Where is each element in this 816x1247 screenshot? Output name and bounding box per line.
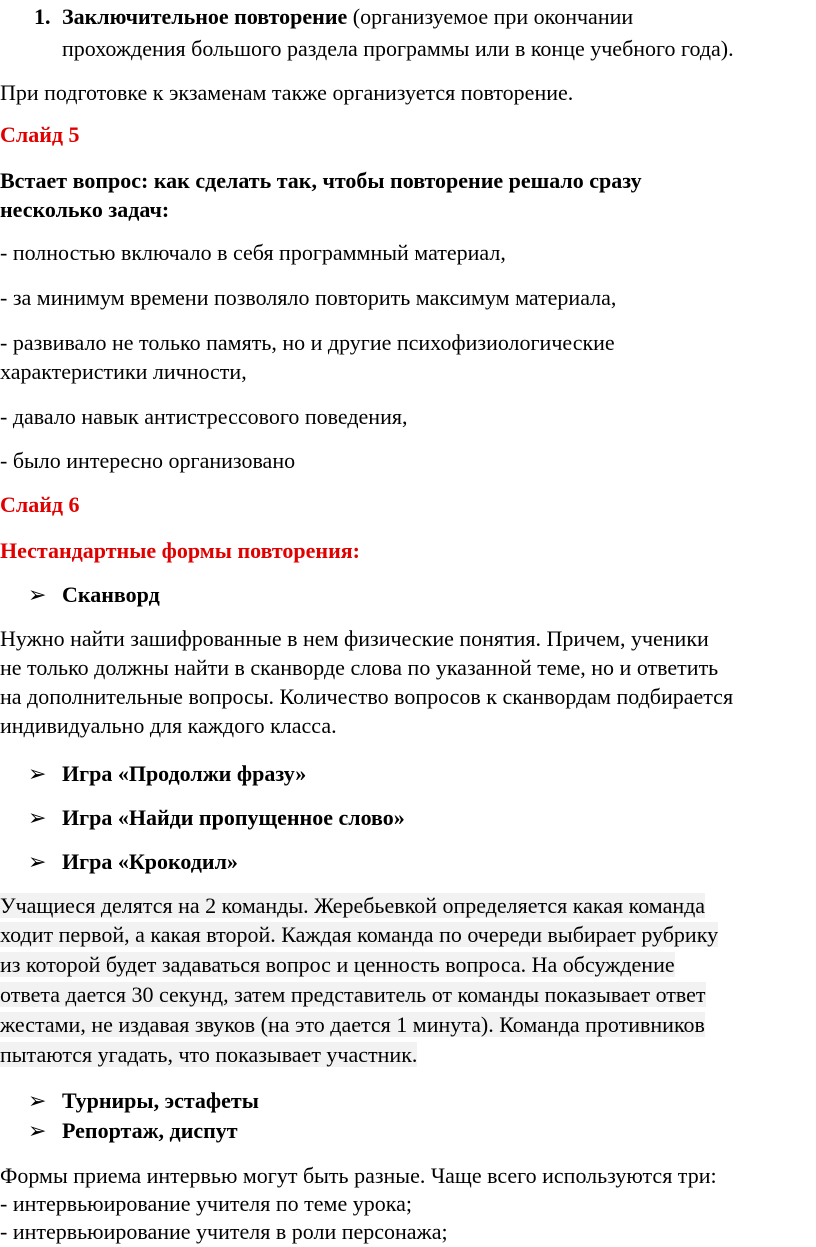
slide-6-heading: Слайд 6 (0, 492, 80, 517)
crocodile-text-line (0, 1010, 816, 1040)
item-rest: (организуемое при окончании (347, 4, 634, 29)
highlighted-text: жестами, не издавая звуков (на это дается 1 минута). Команда противников (0, 1012, 705, 1037)
bullet-label: Репортаж, диспут (62, 1118, 238, 1143)
bullet-arrow-icon: ➢ (28, 1118, 47, 1143)
paragraph-exam: При подготовке к экзаменам также организуется повторение. (0, 80, 574, 105)
forms-heading: Нестандартные формы повторения: (0, 538, 361, 563)
scanword-text-line: индивидуально для каждого класса. (0, 713, 337, 738)
scanword-text-line: не только должны найти в сканворде слова по указанной теме, но и ответить (0, 655, 719, 680)
interview-text-line: - интервьюирование учителя в роли персонажа; (0, 1219, 448, 1244)
bullet-arrow-icon: ➢ (28, 849, 47, 874)
highlighted-text: из которой будет задаваться вопрос и ценность вопроса. На обсуждение (0, 952, 675, 977)
crocodile-text-line (0, 920, 816, 950)
task-line: - полностью включало в себя программный материал, (0, 240, 506, 265)
crocodile-text-line (0, 1040, 816, 1070)
bullet-label: Игра «Найди пропущенное слово» (62, 805, 405, 830)
task-line: - было интересно организовано (0, 448, 296, 473)
item-number: 1. (34, 4, 51, 29)
scanword-text-line: Нужно найти зашифрованные в нем физические понятия. Причем, ученики (0, 626, 709, 651)
crocodile-text-line (0, 980, 816, 1010)
bullet-arrow-icon: ➢ (28, 805, 47, 830)
item-bold-title: Заключительное повторение (62, 4, 348, 29)
scanword-text-line: на дополнительные вопросы. Количество вопросов к сканвордам подбирается (0, 684, 734, 709)
task-line: - давало навык антистрессового поведения, (0, 404, 408, 429)
highlighted-text: ходит первой, а какая второй. Каждая команда по очереди выбирает рубрику (0, 922, 719, 947)
bullet-label: Сканворд (62, 582, 160, 607)
task-line: характеристики личности, (0, 359, 247, 384)
interview-text-line: - интервьюирование учителя по теме урока; (0, 1191, 412, 1216)
bullet-label: Игра «Крокодил» (62, 849, 238, 874)
bullet-arrow-icon: ➢ (28, 582, 47, 607)
crocodile-text-line (0, 891, 816, 921)
highlighted-text: Учащиеся делятся на 2 команды. Жеребьевкой определяется какая команда (0, 893, 706, 918)
bullet-arrow-icon: ➢ (28, 761, 47, 786)
question-line-2: несколько задач: (0, 197, 170, 222)
interview-text-line: Формы приема интервью могут быть разные. Чаще всего используются три: (0, 1163, 717, 1188)
highlighted-text: пытаются угадать, что показывает участник. (0, 1042, 418, 1067)
question-line-1: Встает вопрос: как сделать так, чтобы повторение решало сразу (0, 168, 642, 193)
bullet-label: Турниры, эстафеты (62, 1088, 259, 1113)
crocodile-text-line (0, 950, 816, 980)
task-line: - за минимум времени позволяло повторить максимум материала, (0, 285, 617, 310)
highlighted-text: ответа дается 30 секунд, затем представитель от команды показывает ответ (0, 982, 706, 1007)
bullet-arrow-icon: ➢ (28, 1088, 47, 1113)
task-line: - развивало не только память, но и другие психофизиологические (0, 330, 615, 355)
bullet-label: Игра «Продолжи фразу» (62, 761, 307, 786)
slide-5-heading: Слайд 5 (0, 122, 80, 147)
item-line2: прохождения большого раздела программы или в конце учебного года). (62, 36, 734, 61)
